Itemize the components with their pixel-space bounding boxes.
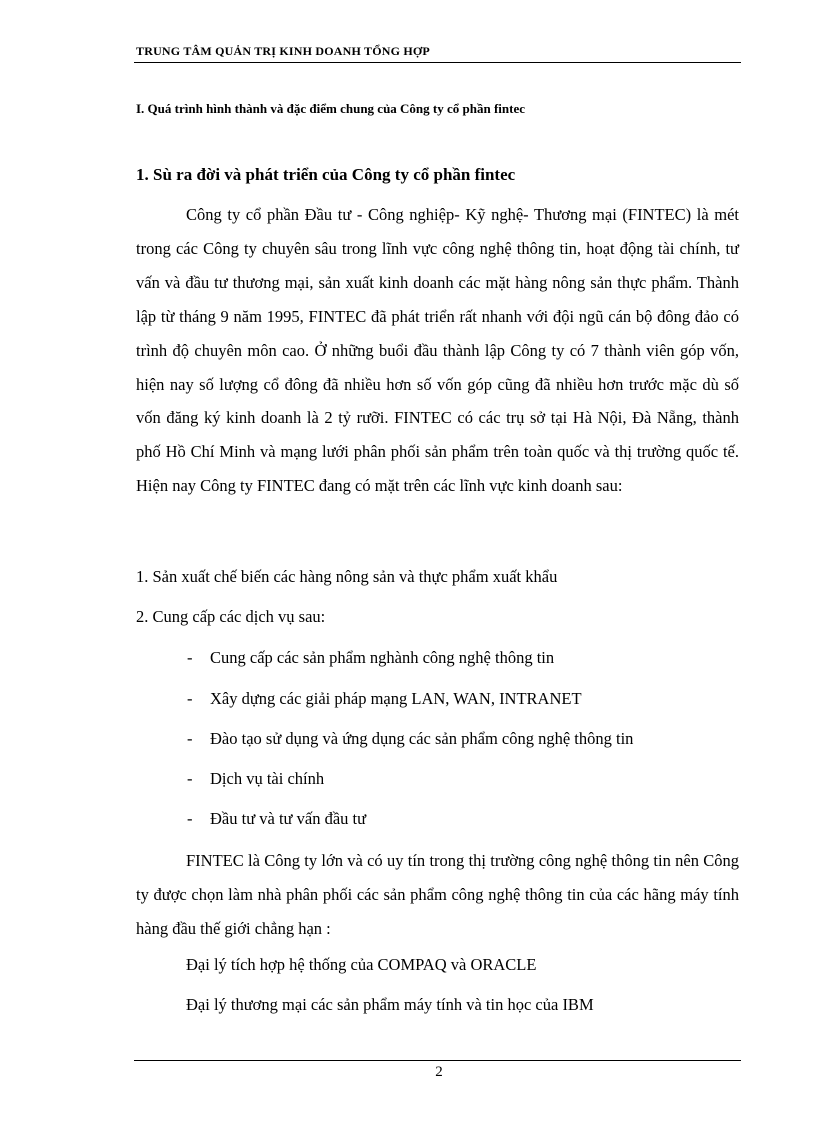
service-item: Đầu tư và tư vấn đầu tư xyxy=(210,809,367,828)
service-item: Cung cấp các sản phẩm nghành công nghệ thông tin xyxy=(210,648,555,667)
list-dash: - xyxy=(187,689,193,708)
service-item: Xây dựng các giải pháp mạng LAN, WAN, INTRANET xyxy=(210,689,582,708)
footer-divider xyxy=(134,1060,741,1061)
list-dash: - xyxy=(187,729,193,748)
business-item-2: 2. Cung cấp các dịch vụ sau: xyxy=(136,607,326,626)
distributor-paragraph: FINTEC là Công ty lớn và có uy tín trong thị trường công nghệ thông tin nên Công ty được chọn làm nhà phân phối các sản phẩm công nghệ thông tin của các hãng máy tính hàng đầu thế giới chẳng hạn : xyxy=(136,851,739,938)
intro-paragraph: Công ty cổ phần Đầu tư - Công nghiệp- Kỹ nghệ- Thương mại (FINTEC) là mét trong các Công ty chuyên sâu trong lĩnh vực công nghệ thông tin, hoạt động tài chính, tư vấn và đầu tư thương mại, sản xuất kinh doanh các mặt hàng nông sản thực phẩm. Thành lập từ tháng 9 năm 1995, FINTEC đã phát triển rất nhanh với đội ngũ cán bộ đông đảo có trình độ chuyên môn cao. Ở những buổi đầu thành lập Công ty có 7 thành viên góp vốn, hiện nay số lượng cổ đông đã nhiều hơn số vốn góp cũng đã nhiều hơn trước mặc dù số vốn đăng ký kinh doanh là 2 tỷ rưỡi. FINTEC có các trụ sở tại Hà Nội, Đà Nẵng, thành phố Hồ Chí Minh và mạng lưới phân phối sản phẩm trên toàn quốc và thị trường quốc tế. Hiện nay Công ty FINTEC đang có mặt trên các lĩnh vực kinh doanh sau: xyxy=(136,205,739,496)
section-heading: I. Quá trình hình thành và đặc điểm chung của Công ty cổ phần fintec xyxy=(136,101,525,116)
subsection-heading: 1. Sù ra đời và phát triển của Công ty cổ phần fintec xyxy=(136,165,516,184)
business-item-1: 1. Sản xuất chế biến các hàng nông sản và thực phẩm xuất khẩu xyxy=(136,567,558,586)
page-header-title: TRUNG TÂM QUẢN TRỊ KINH DOANH TỔNG HỢP xyxy=(136,44,430,58)
service-item: Dịch vụ tài chính xyxy=(210,769,325,788)
agent-line-2: Đại lý thương mại các sản phẩm máy tính và tin học của IBM xyxy=(186,995,594,1014)
page-number: 2 xyxy=(435,1064,443,1080)
service-item: Đào tạo sử dụng và ứng dụng các sản phẩm công nghệ thông tin xyxy=(210,729,634,748)
header-divider xyxy=(134,62,741,63)
list-dash: - xyxy=(187,809,193,828)
list-dash: - xyxy=(187,648,193,667)
list-dash: - xyxy=(187,769,193,788)
agent-line-1: Đại lý tích hợp hệ thống của COMPAQ và ORACLE xyxy=(186,955,537,974)
